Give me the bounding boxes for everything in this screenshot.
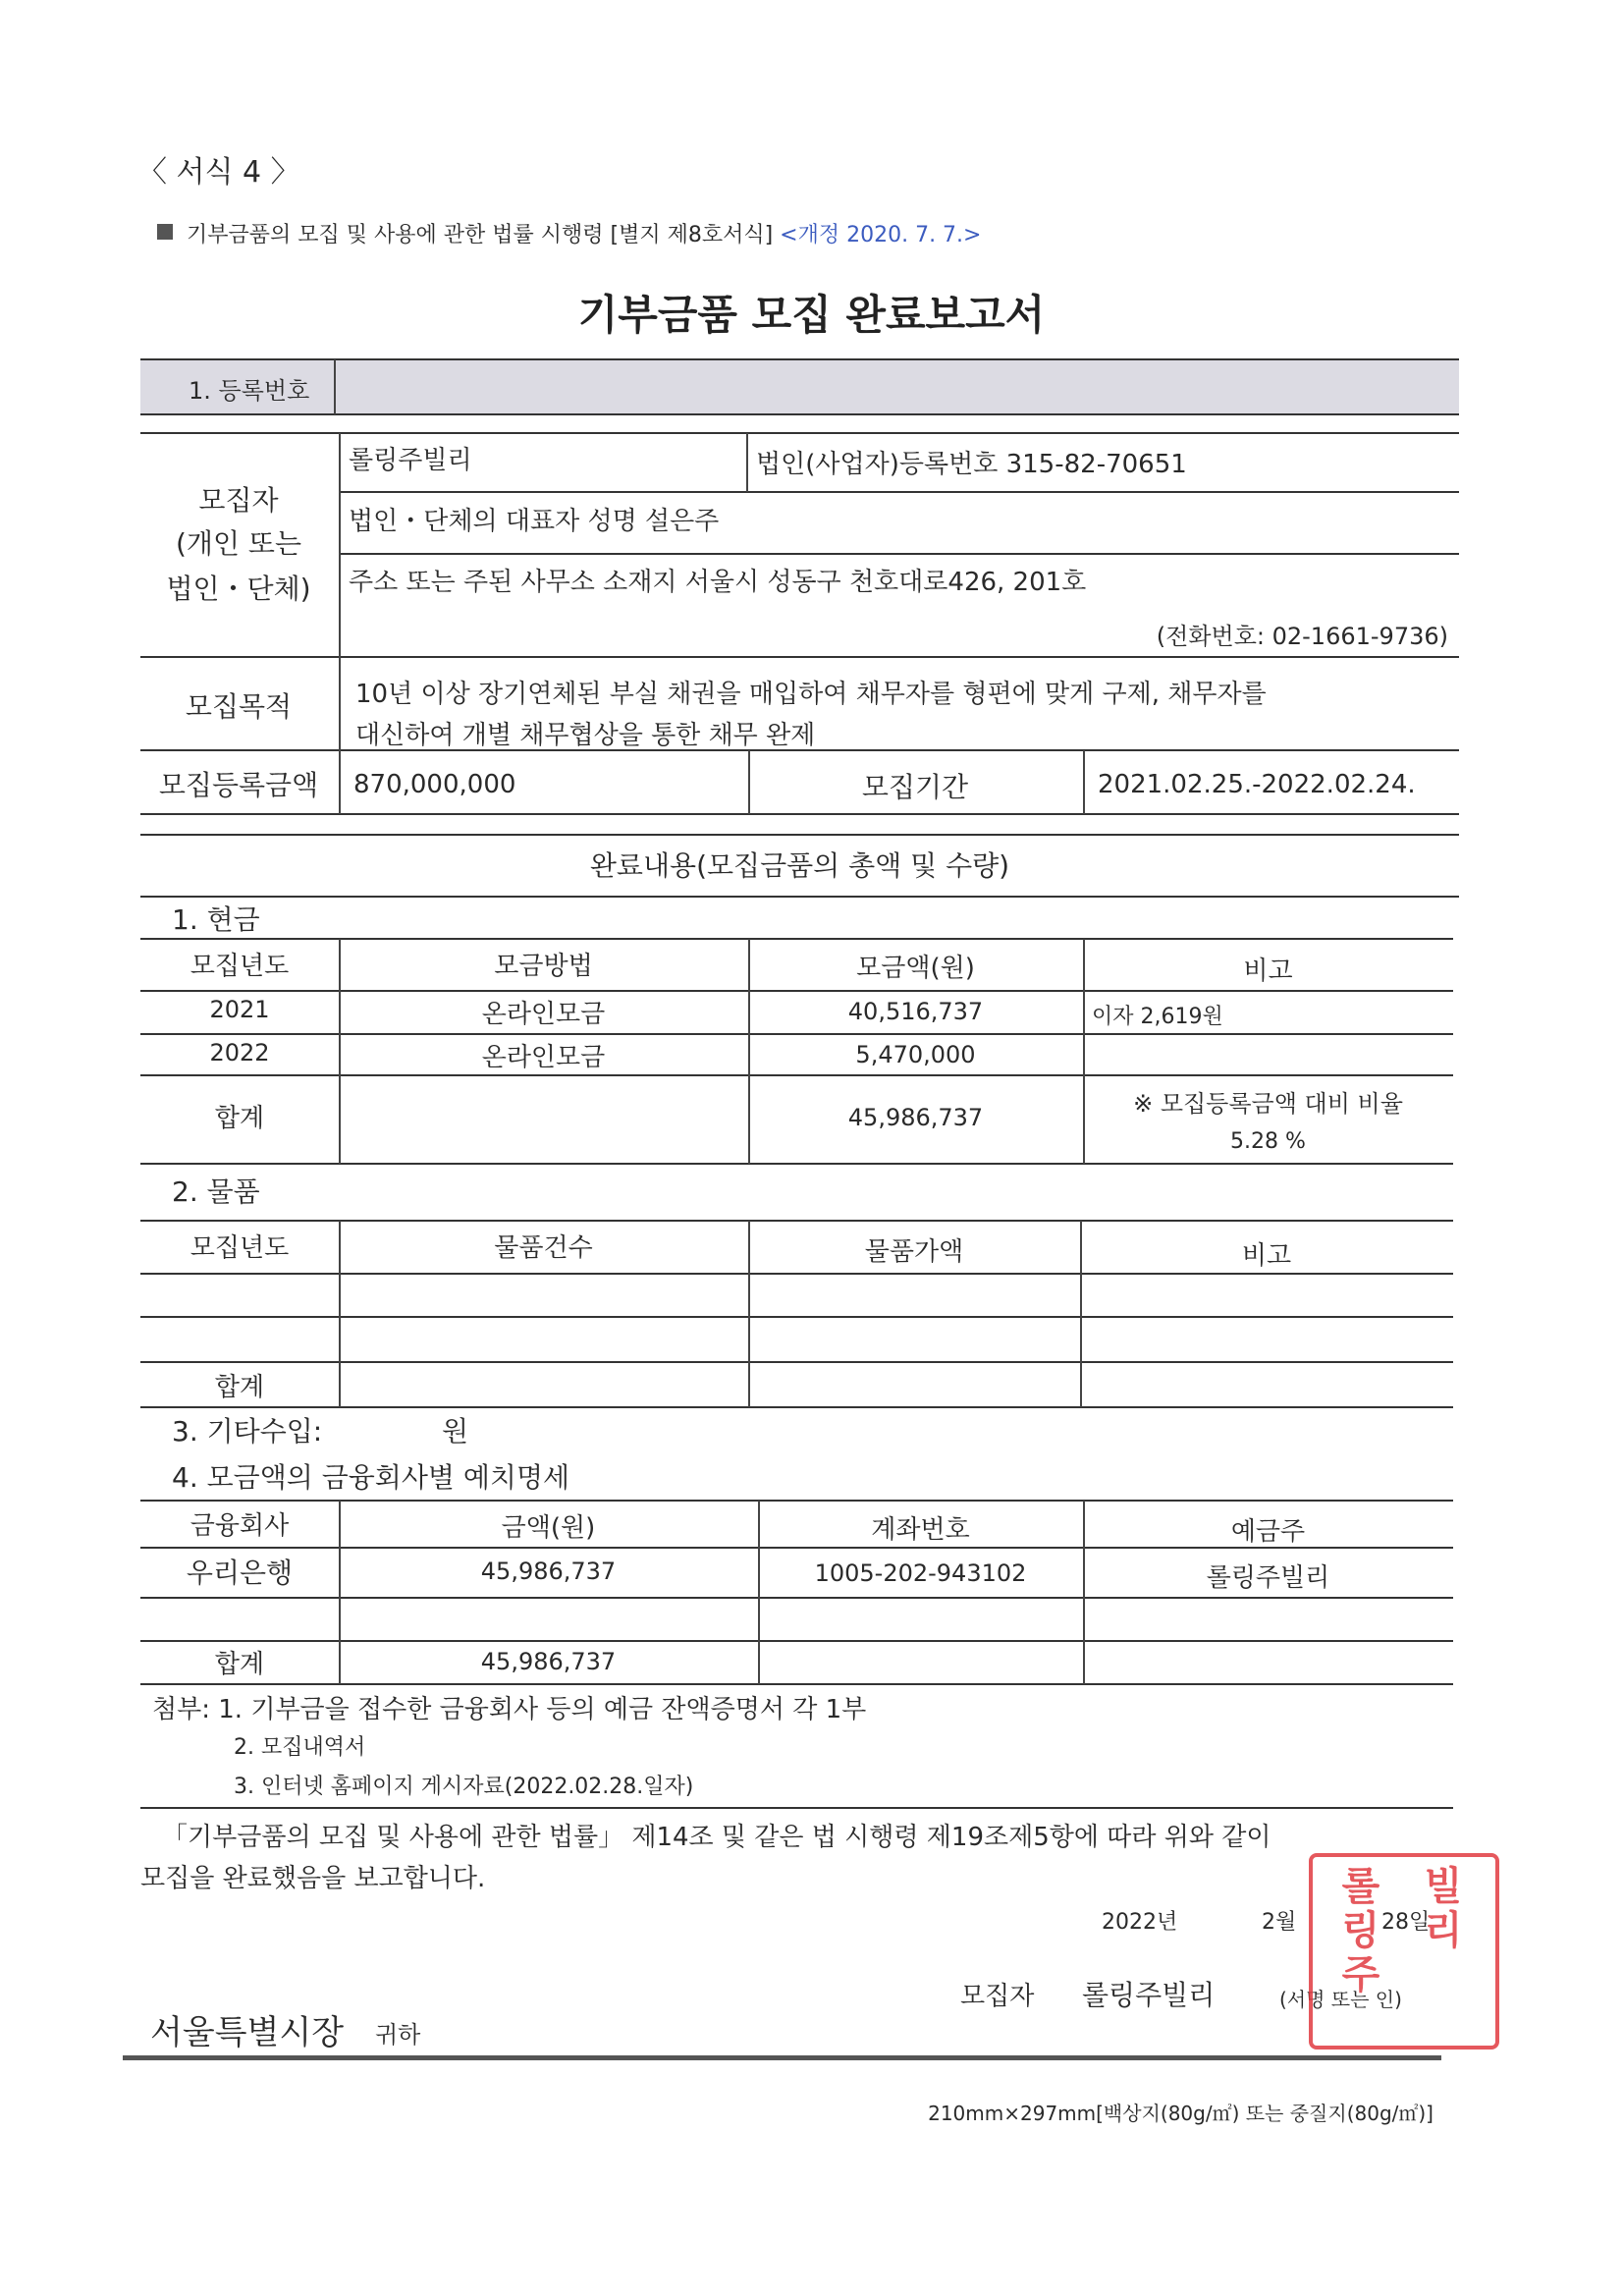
recruiter-label-1: 모집자 <box>198 484 279 517</box>
purpose-line-2: 대신하여 개별 채무협상을 통한 채무 완제 <box>355 721 816 750</box>
attachment-3: 3. 인터넷 홈페이지 게시자료(2022.02.28.일자) <box>234 1775 694 1799</box>
recruiter-label-3: 법인・단체) <box>166 573 311 605</box>
other-income-heading: 3. 기타수입: <box>172 1415 323 1448</box>
representative-name: 법인・단체의 대표자 성명 설은주 <box>349 507 720 536</box>
recruiter-label-2: (개인 또는 <box>175 527 302 560</box>
deposits-header-holder: 예금주 <box>1230 1517 1306 1547</box>
recruiter-name: 롤링주빌리 <box>349 446 472 475</box>
law-reference-text: 기부금품의 모집 및 사용에 관한 법률 시행령 [별지 제8호서식] <box>187 223 774 247</box>
date-month: 2월 <box>1262 1910 1297 1935</box>
sign-note: (서명 또는 인) <box>1279 1988 1402 2011</box>
deposits-header-bank: 금융회사 <box>189 1511 290 1541</box>
purpose-line-1: 10년 이상 장기연체된 부실 채권을 매입하여 채무자를 형편에 맞게 구제, 채무자를 <box>355 680 1267 709</box>
seal-stamp-right-column: 빌 리 <box>1424 1864 1463 1953</box>
ratio-note: ※ 모집등록금액 대비 비율 <box>1133 1090 1403 1118</box>
cash-row-amount: 40,516,737 <box>847 998 984 1025</box>
cash-row-method: 온라인모금 <box>481 1000 606 1029</box>
date-day: 28일 <box>1381 1910 1431 1935</box>
cash-total-amount: 45,986,737 <box>847 1104 984 1131</box>
period-value: 2021.02.25.-2022.02.24. <box>1098 770 1416 799</box>
statement-line-1: 「기부금품의 모집 및 사용에 관한 법률」 제14조 및 같은 법 시행령 제19조제5항에 따라 위와 같이 <box>162 1823 1271 1852</box>
signer-label: 모집자 <box>960 1982 1035 2011</box>
goods-total-label: 합계 <box>214 1373 265 1402</box>
registration-row-bg <box>140 359 1459 414</box>
deposit-amount: 45,986,737 <box>480 1558 617 1585</box>
registered-amount-value: 870,000,000 <box>353 770 516 799</box>
form-number: 〈 서식 4 〉 <box>137 155 300 190</box>
cash-header-amount: 모금액(원) <box>856 954 975 983</box>
cash-header-note: 비고 <box>1243 957 1293 986</box>
signer-name: 롤링주빌리 <box>1082 1979 1216 2011</box>
deposit-holder: 롤링주빌리 <box>1206 1563 1330 1593</box>
cash-total-label: 합계 <box>214 1104 265 1133</box>
seal-stamp <box>1309 1853 1499 2050</box>
paper-spec: 210mm×297mm[백상지(80g/㎡) 또는 중질지(80g/㎡)] <box>928 2102 1434 2125</box>
deposits-heading: 4. 모금액의 금융회사별 예치명세 <box>172 1461 570 1494</box>
statement-line-2: 모집을 완료했음을 보고합니다. <box>140 1864 486 1893</box>
bullet-square-icon <box>157 224 173 240</box>
date-year: 2022년 <box>1102 1910 1178 1935</box>
completion-header: 완료내용(모집금품의 총액 및 수량) <box>589 849 1010 882</box>
cash-header-method: 모금방법 <box>494 952 593 981</box>
registered-amount-label: 모집등록금액 <box>158 769 319 801</box>
other-income-unit: 원 <box>442 1415 469 1448</box>
cash-row-year: 2022 <box>209 1039 270 1066</box>
goods-header-year: 모집년도 <box>189 1233 290 1263</box>
goods-heading: 2. 물품 <box>172 1175 260 1208</box>
period-label: 모집기간 <box>861 771 969 803</box>
page-title: 기부금품 모집 완료보고서 <box>577 291 1046 339</box>
address: 주소 또는 주된 사무소 소재지 서울시 성동구 천호대로426, 201호 <box>349 568 1087 597</box>
cash-row-amount: 5,470,000 <box>855 1041 976 1068</box>
phone-number: (전화번호: 02-1661-9736) <box>1156 623 1448 650</box>
attachment-2: 2. 모집내역서 <box>234 1735 366 1760</box>
cash-row-note: 이자 2,619원 <box>1092 1005 1223 1029</box>
goods-header-count: 물품건수 <box>494 1233 593 1263</box>
cash-row-year: 2021 <box>209 996 270 1023</box>
ratio-value: 5.28 % <box>1230 1129 1306 1154</box>
deposit-bank: 우리은행 <box>186 1557 294 1589</box>
deposits-total-label: 합계 <box>214 1650 265 1679</box>
seal-stamp-left-column: 롤 링 주 <box>1341 1864 1380 1997</box>
attachment-1: 첨부: 1. 기부금을 접수한 금융회사 등의 예금 잔액증명서 각 1부 <box>152 1695 867 1724</box>
deposits-total-amount: 45,986,737 <box>480 1648 617 1675</box>
deposits-header-amount: 금액(원) <box>501 1513 596 1543</box>
cash-heading: 1. 현금 <box>172 903 260 936</box>
cash-row-method: 온라인모금 <box>481 1043 606 1072</box>
recipient-name: 서울특별시장 <box>150 2013 345 2052</box>
purpose-label: 모집목적 <box>185 690 293 723</box>
goods-header-value: 물품가액 <box>864 1237 964 1267</box>
cash-header-year: 모집년도 <box>189 952 290 981</box>
revision-date: <개정 2020. 7. 7.> <box>780 223 982 247</box>
business-registration-number: 법인(사업자)등록번호 315-82-70651 <box>756 450 1187 479</box>
goods-header-note: 비고 <box>1241 1241 1292 1271</box>
recipient-suffix: 귀하 <box>375 2021 421 2049</box>
law-reference <box>187 218 982 248</box>
deposit-account-number: 1005-202-943102 <box>814 1559 1027 1587</box>
registration-label: 1. 등록번호 <box>189 377 310 405</box>
deposits-header-account: 계좌번호 <box>871 1515 970 1545</box>
